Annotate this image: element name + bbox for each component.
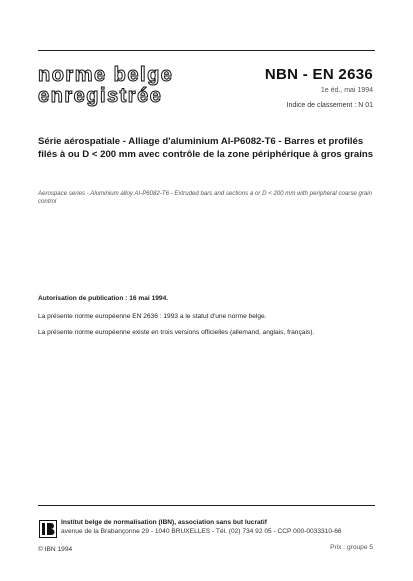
document-title-english: Aerospace series - Aluminium alloy AI-P6082-T6 - Extruded bars and sections a or D < 200 mm with peripheral coarse grain control	[38, 190, 373, 205]
bottom-divider	[38, 505, 375, 506]
institute-name: Institut belge de normalisation (IBN), association sans but lucratif	[61, 519, 267, 526]
standard-number: NBN - EN 2636	[264, 66, 373, 83]
publication-authorisation	[38, 295, 375, 303]
status-statement: La présente norme européenne EN 2636 : 1993 a le statut d'une norme belge.	[38, 313, 267, 320]
ibn-logo-icon	[39, 520, 57, 538]
copyright-notice: © IBN 1994	[38, 546, 73, 553]
authorisation-label: Autorisation de publication :	[38, 295, 128, 302]
edition-info: 1e éd., mai 1994	[320, 87, 373, 94]
classification-index: Indice de classement : N 01	[286, 102, 373, 109]
price-group: Prix : groupe 5	[330, 544, 373, 551]
versions-statement: La présente norme européenne existe en trois versions officielles (allemand, anglais, français).	[38, 329, 315, 336]
brand-line-1: norme belge	[38, 64, 174, 86]
brand-line-2: enregistrée	[38, 85, 163, 107]
authorisation-date: 16 mai 1994.	[129, 295, 169, 302]
document-title-french: Série aérospatiale - Alliage d'aluminium AI-P6082-T6 - Barres et profilés filés à ou D < 200 mm avec contrôle de la zone périphérique à gros grains	[38, 136, 374, 160]
institute-address: avenue de la Brabançonne 29 - 1040 BRUXELLES - Tél. (02) 734 92 05 - CCP 000-0033310-66	[61, 528, 342, 535]
top-divider	[38, 50, 375, 51]
